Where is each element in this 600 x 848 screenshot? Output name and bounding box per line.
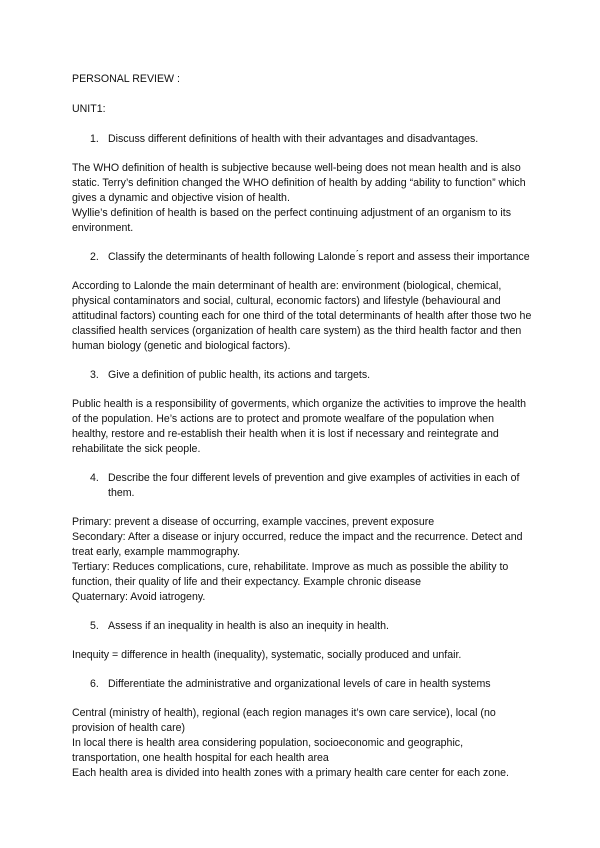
question-text: Assess if an inequality in health is also an inequity in health. — [108, 620, 389, 632]
document-page — [72, 72, 532, 795]
answer-1 — [72, 161, 532, 236]
question-number: 3. — [90, 369, 99, 381]
question-1 — [90, 132, 532, 147]
answer-paragraph: Public health is a responsibility of goverments, which organize the activities to improve the health of the population. He’s actions are to protect and promote wealfare of the population when healthy, restore and re-establish their health when it is lost if necessary and reintegrate and rehabilitate the sick people. — [72, 398, 527, 455]
answer-2 — [72, 279, 532, 354]
question-number: 6. — [90, 678, 99, 690]
question-6 — [90, 677, 532, 692]
answer-paragraph: Wyllie’s definition of health is based on the perfect continuing adjustment of an organism to its environment. — [72, 207, 512, 234]
question-text: Differentiate the administrative and organizational levels of care in health systems — [108, 678, 491, 690]
answer-paragraph: Inequity = difference in health (inequality), systematic, socially produced and unfair. — [72, 649, 462, 661]
question-text: Describe the four different levels of prevention and give examples of activities in each of them. — [108, 472, 520, 499]
answer-5 — [72, 648, 532, 663]
question-text: Give a definition of public health, its actions and targets. — [108, 369, 371, 381]
question-text: Classify the determinants of health following Lalonde ́s report and assess their importance — [108, 251, 530, 263]
question-3 — [90, 368, 532, 383]
question-number: 5. — [90, 620, 99, 632]
question-text: Discuss different definitions of health with their advantages and disadvantages. — [108, 133, 479, 145]
answer-paragraph: Each health area is divided into health zones with a primary health care center for each zone. — [72, 767, 509, 779]
unit-heading: UNIT1: — [72, 103, 106, 115]
question-number: 4. — [90, 472, 99, 484]
answer-3 — [72, 397, 532, 457]
answer-6 — [72, 706, 532, 781]
answer-paragraph: In local there is health area considering population, socioeconomic and geographic, transportation, one health hospital for each health area — [72, 737, 464, 764]
document-title: PERSONAL REVIEW : — [72, 73, 180, 85]
answer-paragraph: Quaternary: Avoid iatrogeny. — [72, 591, 206, 603]
answer-paragraph: Primary: prevent a disease of occurring, example vaccines, prevent exposure — [72, 516, 435, 528]
answer-paragraph: Secondary: After a disease or injury occurred, reduce the impact and the recurrence. Detect and treat early, example mammography. — [72, 531, 523, 558]
question-5 — [90, 619, 532, 634]
question-2 — [90, 250, 532, 265]
answer-4 — [72, 515, 532, 605]
question-number: 2. — [90, 251, 99, 263]
question-4 — [90, 471, 532, 501]
question-number: 1. — [90, 133, 99, 145]
answer-paragraph: According to Lalonde the main determinant of health are: environment (biological, chemical, physical contaminators and social, cultural, economic factors) and lifestyle (behavioural and attitudinal factors) counting each for one third of the total determinants of health after those two he classified health services (organization of health care system) as the third health factor and then human biology (genetic and biological factors). — [72, 280, 532, 352]
answer-paragraph: The WHO definition of health is subjective because well-being does not mean health and is also static. Terry’s definition changed the WHO definition of health by adding “ability to function” which gives a dynamic and objective vision of health. — [72, 162, 526, 204]
answer-paragraph: Central (ministry of health), regional (each region manages it’s own care service), local (no provision of health care) — [72, 707, 496, 734]
answer-paragraph: Tertiary: Reduces complications, cure, rehabilitate. Improve as much as possible the ability to function, their quality of life and their expectancy. Example chronic disease — [72, 561, 509, 588]
